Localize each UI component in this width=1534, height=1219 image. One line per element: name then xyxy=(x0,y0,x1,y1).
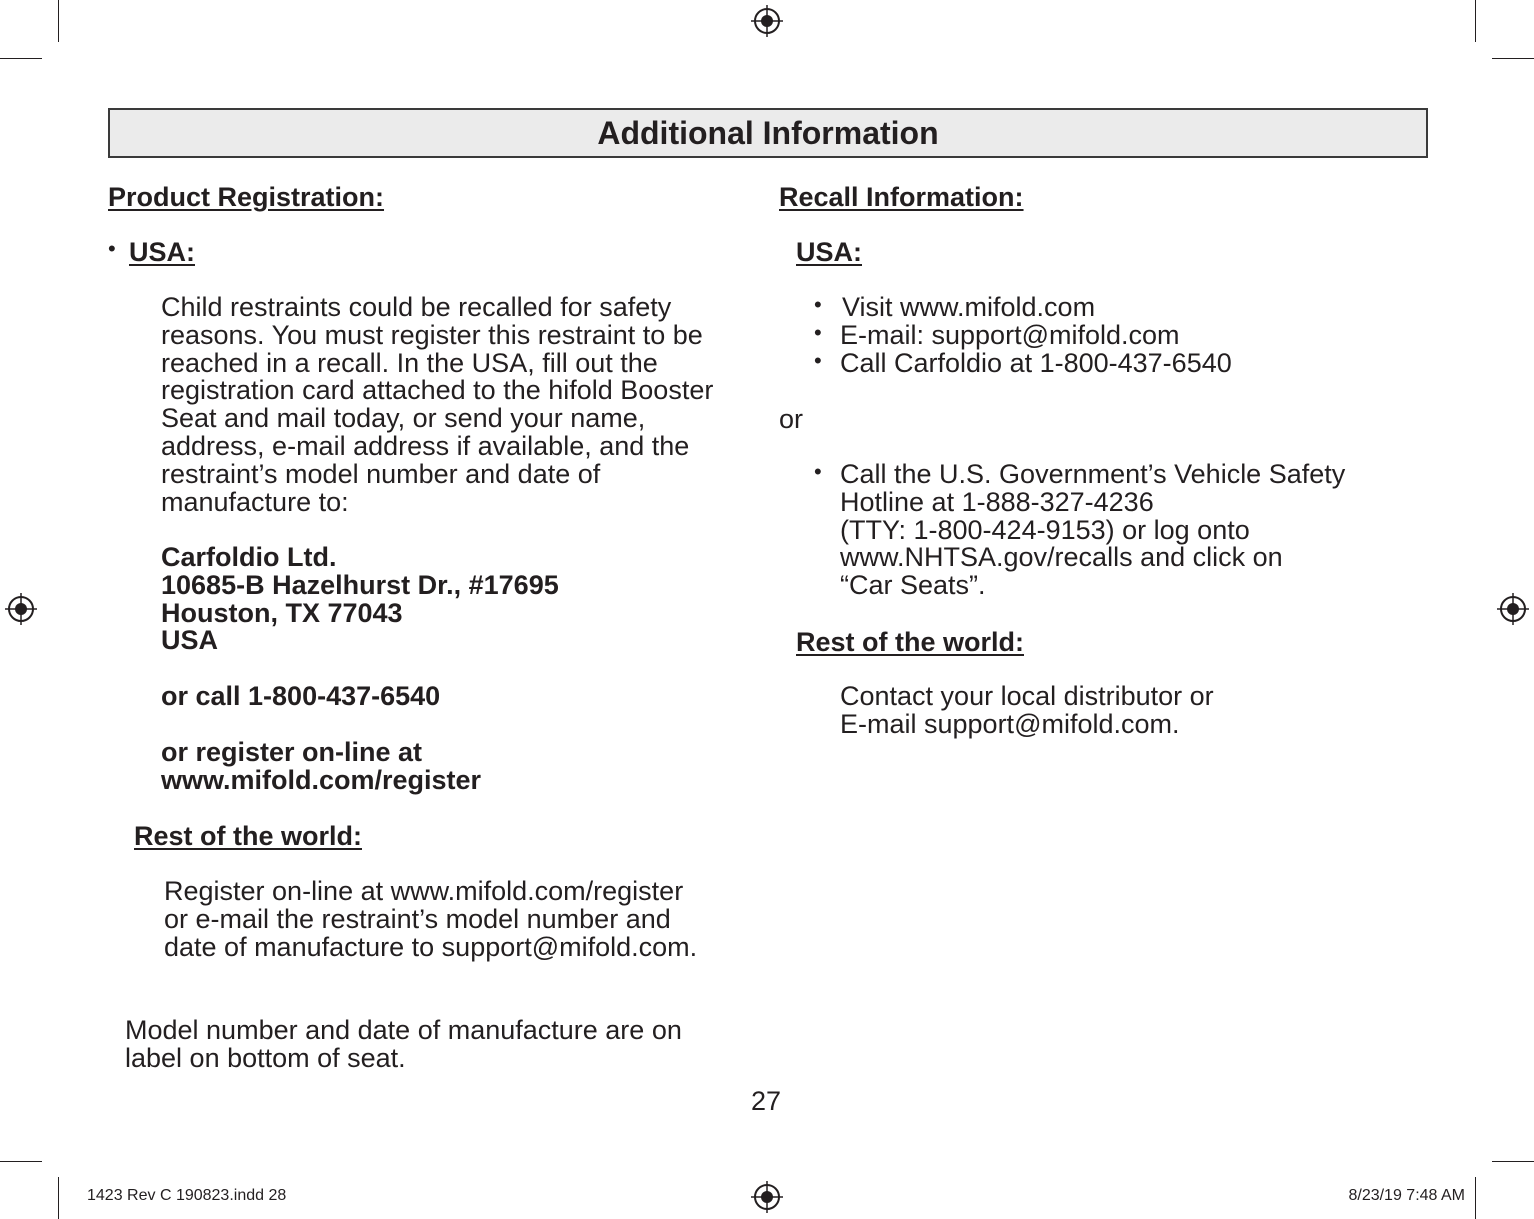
recall-information-heading: Recall Information: xyxy=(779,182,1024,212)
registration-mark-icon xyxy=(1497,593,1529,625)
text-line: date of manufacture to support@mifold.com. xyxy=(164,931,698,962)
text-line: E-mail support@mifold.com. xyxy=(840,708,1180,739)
bullet-icon: • xyxy=(108,236,116,261)
usa-heading: USA: xyxy=(129,237,195,267)
rest-of-world-heading: Rest of the world: xyxy=(134,821,362,851)
text-line: Child restraints could be recalled for safety xyxy=(161,292,672,322)
call-number: or call 1-800-437-6540 xyxy=(161,681,441,711)
usa-heading: USA: xyxy=(796,237,862,267)
rest-of-world-heading: Rest of the world: xyxy=(796,627,1024,657)
address-line: 10685-B Hazelhurst Dr., #17695 xyxy=(161,569,559,600)
registration-mark-icon xyxy=(751,5,783,37)
visit-website: Visit www.mifold.com xyxy=(842,292,1096,322)
crop-mark xyxy=(1492,1161,1534,1162)
section-title-box xyxy=(108,108,1428,158)
registration-mark-icon xyxy=(751,1181,783,1213)
crop-mark xyxy=(1475,0,1476,42)
text-line: registration card attached to the hifold Booster xyxy=(161,375,714,406)
government-hotline xyxy=(840,461,1345,600)
text-line: Contact your local distributor or xyxy=(840,681,1214,711)
bullet-icon: • xyxy=(814,459,822,484)
model-number-footnote xyxy=(125,1017,682,1073)
text-line: or register on-line at xyxy=(161,737,423,767)
bullet-icon: • xyxy=(814,348,822,373)
call-carfoldio: Call Carfoldio at 1-800-437-6540 xyxy=(840,348,1232,378)
text-line: or e-mail the restraint’s model number and xyxy=(164,903,671,934)
text-line: address, e-mail address if available, and the xyxy=(161,430,690,461)
text-line: Call the U.S. Government’s Vehicle Safety xyxy=(840,459,1346,489)
text-line: reached in a recall. In the USA, fill out the xyxy=(161,347,658,378)
mailing-address xyxy=(161,544,559,655)
text-line: Seat and mail today, or send your name, xyxy=(161,403,646,434)
text-line: Model number and date of manufacture are on xyxy=(125,1015,682,1045)
slug-timestamp: 8/23/19 7:48 AM xyxy=(1348,1187,1465,1204)
register-online xyxy=(161,739,481,795)
register-link[interactable]: www.mifold.com/register xyxy=(161,764,482,795)
text-line: Hotline at 1-888-327-4236 xyxy=(840,486,1154,517)
crop-mark xyxy=(58,0,59,42)
crop-mark xyxy=(58,1177,59,1219)
usa-registration-paragraph xyxy=(161,294,713,516)
text-line: (TTY: 1-800-424-9153) or log onto xyxy=(840,514,1250,545)
email-support: E-mail: support@mifold.com xyxy=(840,320,1180,350)
address-line: Houston, TX 77043 xyxy=(161,597,403,628)
crop-mark xyxy=(0,1161,42,1162)
crop-mark xyxy=(0,58,42,59)
bullet-icon: • xyxy=(814,292,822,317)
text-line: restraint’s model number and date of xyxy=(161,458,601,489)
page-title: Additional Information xyxy=(597,114,939,151)
text-line: “Car Seats”. xyxy=(840,570,986,601)
address-line: USA xyxy=(161,625,219,656)
address-line: Carfoldio Ltd. xyxy=(161,542,337,572)
page-number: 27 xyxy=(751,1086,782,1116)
text-line: www.NHTSA.gov/recalls and click on xyxy=(840,542,1283,573)
text-line: Register on-line at www.mifold.com/register xyxy=(164,876,684,906)
or-text: or xyxy=(779,404,804,434)
product-registration-heading: Product Registration: xyxy=(108,182,385,212)
bullet-icon: • xyxy=(814,320,822,345)
rest-of-world-contact xyxy=(840,683,1214,739)
rest-of-world-paragraph xyxy=(164,878,697,961)
registration-mark-icon xyxy=(5,593,37,625)
text-line: reasons. You must register this restraint to be xyxy=(161,319,703,350)
slug-filename: 1423 Rev C 190823.indd 28 xyxy=(87,1187,287,1204)
crop-mark xyxy=(1492,58,1534,59)
crop-mark xyxy=(1475,1177,1476,1219)
text-line: label on bottom of seat. xyxy=(125,1042,406,1073)
text-line: manufacture to: xyxy=(161,486,349,517)
